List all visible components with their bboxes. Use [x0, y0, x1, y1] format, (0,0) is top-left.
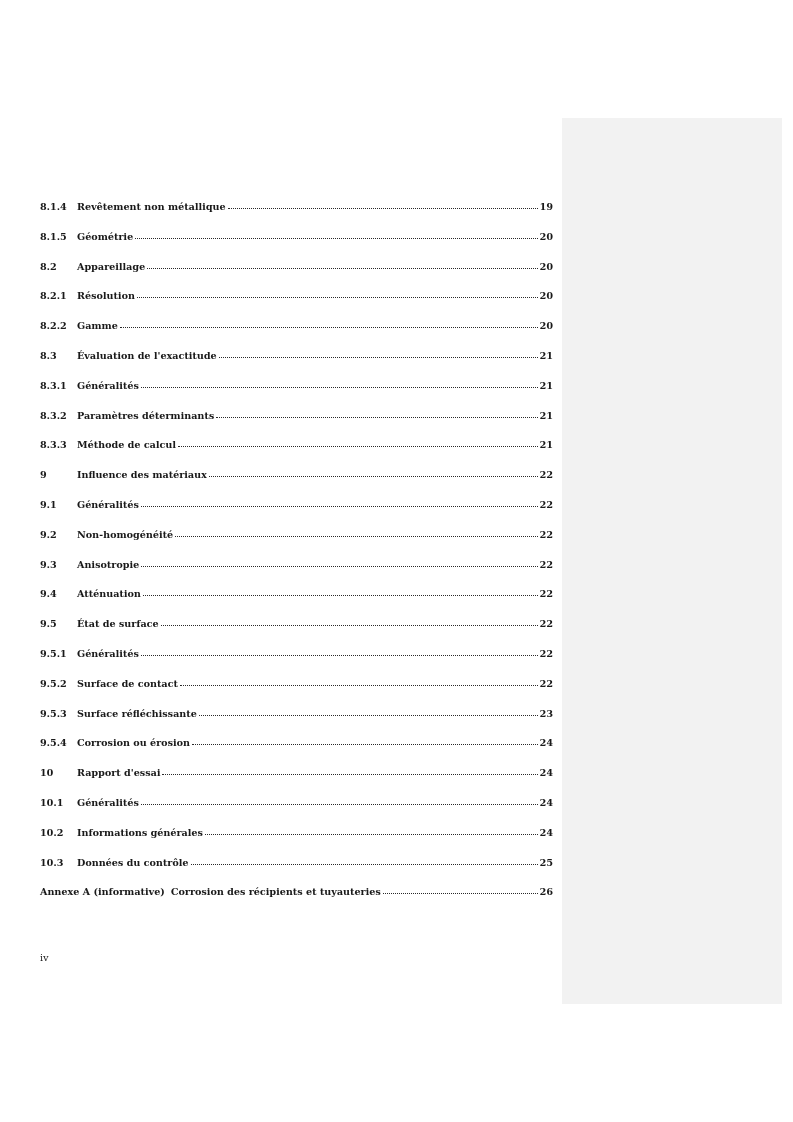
toc-entry-page: 20	[539, 231, 553, 243]
toc-entry-page: 24	[539, 827, 553, 839]
toc-entry-page: 20	[539, 261, 553, 273]
toc-entry-page: 22	[539, 529, 553, 541]
toc-entry-page: 22	[539, 589, 553, 601]
toc-entry[interactable]	[40, 202, 553, 232]
toc-entry-title: Généralités	[77, 380, 139, 392]
dot-leader	[141, 386, 538, 388]
toc-entry[interactable]	[40, 500, 553, 530]
toc-entry-number: 9.1	[40, 499, 57, 511]
toc-entry-page: 21	[539, 410, 553, 422]
toc-entry-annex[interactable]	[40, 887, 553, 917]
dot-leader	[199, 714, 538, 716]
toc-entry[interactable]	[40, 828, 553, 858]
toc-entry-number: 8.1.5	[40, 231, 67, 243]
toc-entry[interactable]	[40, 679, 553, 709]
dot-leader	[209, 475, 538, 477]
toc-entry-title: Généralités	[77, 648, 139, 660]
toc-entry-number: 10	[40, 768, 54, 780]
dot-leader	[162, 773, 537, 775]
toc-entry-title: État de surface	[77, 619, 159, 631]
annex-label: Annexe A (informative)	[40, 887, 165, 899]
dot-leader	[178, 445, 538, 447]
toc-entry-number: 8.3	[40, 350, 57, 362]
toc-entry-number: 10.1	[40, 797, 64, 809]
toc-entry-title: Informations générales	[77, 827, 203, 839]
toc-entry-page: 21	[539, 440, 553, 452]
toc-entry-page: 25	[539, 857, 553, 869]
toc-entry-page: 22	[539, 470, 553, 482]
toc-entry-title: Atténuation	[77, 589, 141, 601]
dot-leader	[141, 803, 538, 805]
toc-entry[interactable]	[40, 440, 553, 470]
toc-entry[interactable]	[40, 709, 553, 739]
toc-entry-number: 10.3	[40, 857, 64, 869]
toc-entry[interactable]	[40, 351, 553, 381]
dot-leader	[161, 624, 538, 626]
toc-entry-page: 22	[539, 559, 553, 571]
dot-leader	[192, 743, 538, 745]
toc-entry-number: 8.3.3	[40, 440, 67, 452]
dot-leader	[180, 684, 538, 686]
toc-entry-title: Revêtement non métallique	[77, 202, 226, 213]
toc-entry-page: 26	[539, 887, 553, 899]
toc-entry[interactable]	[40, 619, 553, 649]
toc-entry-page: 21	[539, 350, 553, 362]
toc-entry-number: 9.5.1	[40, 648, 67, 660]
toc-entry-number: 8.2	[40, 261, 57, 273]
toc-entry-number: 8.2.1	[40, 291, 67, 303]
toc-entry[interactable]	[40, 560, 553, 590]
toc-entry-page: 22	[539, 499, 553, 511]
toc-entry[interactable]	[40, 232, 553, 262]
dot-leader	[219, 356, 538, 358]
page-number: iv	[40, 953, 49, 964]
toc-entry-number: 9.5.2	[40, 678, 67, 690]
toc-entry-page: 22	[539, 648, 553, 660]
toc-entry[interactable]	[40, 589, 553, 619]
toc-entry-title: Résolution	[77, 291, 135, 303]
toc-entry-title: Gamme	[77, 321, 118, 333]
toc-entry-number: 10.2	[40, 827, 64, 839]
toc-entry-title: Influence des matériaux	[77, 470, 207, 482]
toc-entry-page: 21	[539, 380, 553, 392]
toc-entry-title: Généralités	[77, 797, 139, 809]
toc-entry-number: 9.4	[40, 589, 57, 601]
toc-entry-number: 9.2	[40, 529, 57, 541]
toc-entry[interactable]	[40, 738, 553, 768]
toc-entry[interactable]	[40, 768, 553, 798]
dot-leader	[191, 863, 538, 865]
comment-pane	[562, 118, 782, 1004]
toc-entry[interactable]	[40, 858, 553, 888]
toc-entry[interactable]	[40, 649, 553, 679]
toc-entry[interactable]	[40, 321, 553, 351]
toc-entry-page: 22	[539, 619, 553, 631]
toc-entry-title: Rapport d'essai	[77, 768, 161, 780]
dot-leader	[141, 565, 537, 567]
toc-entry-page: 24	[539, 797, 553, 809]
toc-entry[interactable]	[40, 381, 553, 411]
toc-entry-number: 9.5	[40, 619, 57, 631]
dot-leader	[141, 654, 538, 656]
dot-leader	[120, 326, 538, 328]
dot-leader	[216, 416, 537, 418]
toc-entry-number: 9	[40, 470, 47, 482]
toc-entry[interactable]	[40, 291, 553, 321]
toc-entry-number: 9.3	[40, 559, 57, 571]
toc-entry[interactable]	[40, 798, 553, 828]
toc-entry-title: Corrosion ou érosion	[77, 738, 190, 750]
toc-entry-number: 8.3.2	[40, 410, 67, 422]
toc-entry-title: Généralités	[77, 499, 139, 511]
annex-title: Corrosion des récipients et tuyauteries	[170, 887, 381, 899]
toc-entry-title: Évaluation de l'exactitude	[77, 350, 217, 362]
dot-leader	[141, 505, 538, 507]
toc-entry-number: 8.2.2	[40, 321, 67, 333]
toc-entry-title: Géométrie	[77, 231, 134, 243]
toc-entry-page: 20	[539, 291, 553, 303]
toc-entry-number: 8.1.4	[40, 202, 67, 213]
toc-entry-page: 22	[539, 678, 553, 690]
toc-entry-title: Anisotropie	[77, 559, 140, 571]
toc-entry-page: 19	[539, 202, 553, 213]
toc-entry-title: Paramètres déterminants	[77, 410, 215, 422]
toc-entry-title: Non-homogénéité	[77, 529, 174, 541]
dot-leader	[205, 833, 538, 835]
toc-entry-title: Surface réfléchissante	[77, 708, 197, 720]
toc-entry-title: Appareillage	[77, 261, 146, 273]
dot-leader	[137, 296, 538, 298]
dot-leader	[147, 267, 537, 269]
toc-entry-number: 8.3.1	[40, 380, 67, 392]
toc-entry-title: Données du contrôle	[77, 857, 189, 869]
toc-entry-page: 23	[539, 708, 553, 720]
toc-entry-title: Méthode de calcul	[77, 440, 176, 452]
dot-leader	[228, 207, 538, 209]
toc-entry[interactable]	[40, 411, 553, 441]
dot-leader	[175, 535, 538, 537]
toc-entry-number: 9.5.4	[40, 738, 67, 750]
toc-entry-title: Surface de contact	[77, 678, 178, 690]
dot-leader	[135, 237, 537, 239]
toc-entry-page: 24	[539, 768, 553, 780]
toc-entry-number: 9.5.3	[40, 708, 67, 720]
dot-leader	[383, 892, 538, 894]
toc-entry[interactable]	[40, 470, 553, 500]
toc-entry[interactable]	[40, 262, 553, 292]
dot-leader	[143, 594, 538, 596]
toc-entry[interactable]	[40, 530, 553, 560]
table-of-contents	[40, 202, 553, 917]
toc-entry-page: 24	[539, 738, 553, 750]
toc-entry-page: 20	[539, 321, 553, 333]
